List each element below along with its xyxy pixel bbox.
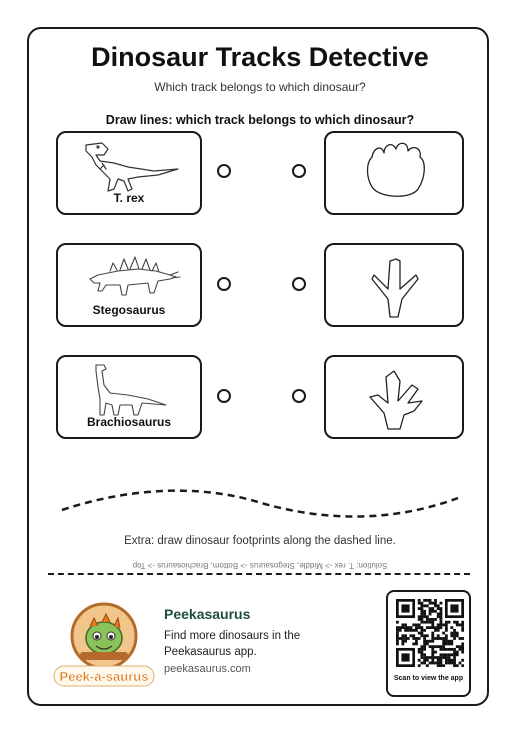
three-toe-footprint-icon — [326, 245, 466, 329]
solution-text-upside-down: Solution: T. rex -> Middle, Stegosaurus -> Bottom, Brachiosaurus -> Top — [132, 561, 388, 570]
wavy-dashed-line — [58, 484, 462, 528]
dino-label: Brachiosaurus — [86, 415, 172, 429]
clawed-footprint-icon — [326, 357, 466, 441]
dino-card-stegosaurus — [56, 243, 202, 327]
round-footprint-icon — [326, 133, 466, 217]
logo-wordmark: Peek-a-saurus — [59, 669, 149, 684]
brand-description: Find more dinosaurs in the Peekasaurus app. — [164, 630, 301, 658]
page-title: Dinosaur Tracks Detective — [91, 42, 429, 72]
qr-caption: Scan to view the app — [393, 675, 464, 682]
page-subtitle: Which track belongs to which dinosaur? — [154, 80, 366, 94]
dino-label: T. rex — [113, 191, 145, 205]
cut-line — [48, 573, 470, 575]
match-dot-stegosaurus[interactable] — [217, 277, 231, 291]
match-dot-brachiosaurus[interactable] — [217, 389, 231, 403]
extra-instruction: Extra: draw dinosaur footprints along the dashed line. — [124, 535, 396, 547]
track-card-2 — [324, 243, 464, 327]
track-card-3 — [324, 355, 464, 439]
match-dot-track-1[interactable] — [292, 164, 306, 178]
qr-code-card[interactable] — [386, 590, 471, 697]
match-dot-track-3[interactable] — [292, 389, 306, 403]
instruction-text: Draw lines: which track belongs to which dinosaur? — [105, 113, 415, 127]
dino-label: Stegosaurus — [92, 303, 166, 317]
match-dot-track-2[interactable] — [292, 277, 306, 291]
brand-name: Peekasaurus — [164, 606, 251, 622]
dino-card-t-rex — [56, 131, 202, 215]
dino-card-brachiosaurus — [56, 355, 202, 439]
match-dot-t-rex[interactable] — [217, 164, 231, 178]
track-card-1 — [324, 131, 464, 215]
qr-code-icon[interactable] — [396, 599, 464, 667]
brand-url-link[interactable]: peekasaurus.com — [164, 663, 251, 675]
peekasaurus-logo — [52, 600, 156, 692]
